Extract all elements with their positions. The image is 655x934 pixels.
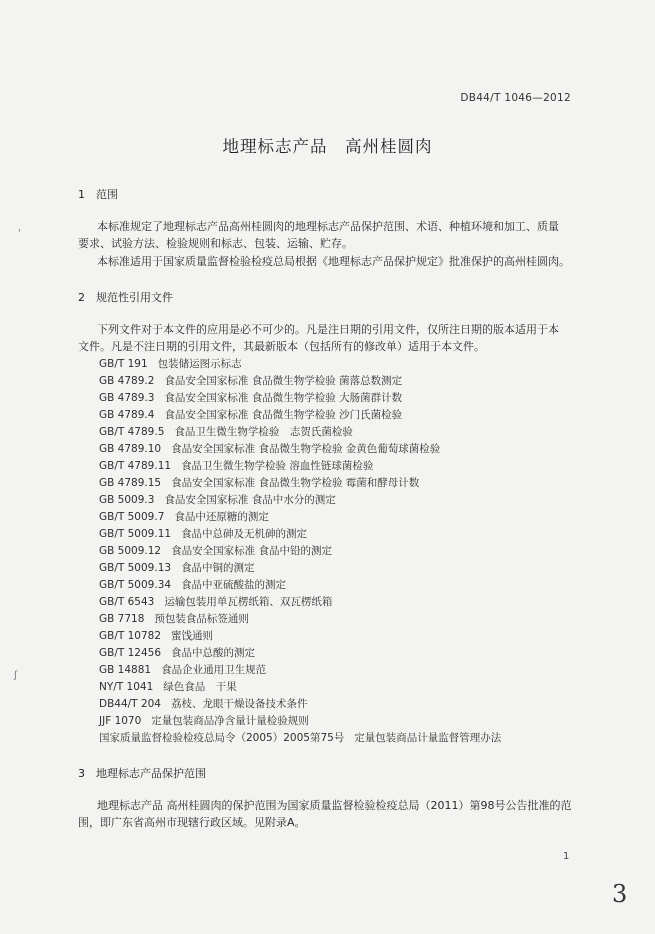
reference-code: GB 7718 [99,613,145,625]
reference-code: GB/T 4789.5 [99,426,165,438]
reference-code: GB/T 10782 [99,630,162,642]
reference-code: GB/T 5009.34 [99,579,172,591]
reference-item [99,713,309,728]
reference-code: 国家质量监督检验检疫总局令（2005）2005第75号 [99,732,345,744]
reference-item [99,492,336,507]
reference-code: GB 14881 [99,664,152,676]
paragraph-line: 文件。凡是不注日期的引用文件，其最新版本（包括所有的修改单）适用于本文件。 [78,340,485,353]
reference-code: GB 4789.3 [99,392,155,404]
section-2-heading [78,289,173,305]
section-3-heading [78,765,206,781]
reference-item [99,679,237,694]
paragraph-line: 围，即广东省高州市现辖行政区域。见附录A。 [78,816,306,829]
reference-title: 绿色食品 干果 [163,681,237,693]
reference-title: 食品企业通用卫生规范 [161,664,267,676]
corner-page-number: 3 [612,880,628,908]
reference-code: GB/T 6543 [99,596,155,608]
reference-code: GB 4789.4 [99,409,155,421]
reference-item [99,645,255,660]
reference-item [99,577,286,592]
reference-item [99,356,242,371]
reference-title: 食品安全国家标准 食品中铅的测定 [171,545,332,557]
reference-title: 预包装食品标签通则 [154,613,249,625]
reference-title: 运输包装用单瓦楞纸箱、双瓦楞纸箱 [164,596,333,608]
reference-item [99,730,501,745]
reference-title: 定量包装商品净含量计量检验规则 [151,715,309,727]
scan-mark: ' [18,228,21,239]
reference-item [99,662,266,677]
reference-code: GB 5009.12 [99,545,162,557]
reference-code: GB/T 12456 [99,647,162,659]
reference-item [99,526,307,541]
paragraph-line: 本标准适用于国家质量监督检验检疫总局根据《地理标志产品保护规定》批准保护的高州桂圆肉。 [97,255,570,268]
reference-item [99,696,307,711]
reference-code: GB/T 4789.11 [99,460,172,472]
reference-code: GB 4789.15 [99,477,162,489]
section-1-heading [78,186,118,202]
reference-item [99,373,402,388]
reference-item [99,509,269,524]
reference-code: NY/T 1041 [99,681,154,693]
page-number: 1 [563,851,570,862]
section-number: 2 [78,291,85,304]
reference-item [99,458,373,473]
paragraph-line: 地理标志产品 高州桂圆肉的保护范围为国家质量监督检验检疫总局（2011）第98号公告批准的范 [97,799,572,812]
reference-title: 食品安全国家标准 食品微生物学检验 金黄色葡萄球菌检验 [171,443,441,455]
reference-item [99,424,353,439]
reference-code: JJF 1070 [99,715,142,727]
paragraph-line: 下列文件对于本文件的应用是必不可少的。凡是注日期的引用文件，仅所注日期的版本适用于本 [97,323,559,336]
document-title: 地理标志产品 高州桂圆肉 [222,137,433,156]
reference-title: 荔枝、龙眼干燥设备技术条件 [170,698,308,710]
reference-title: 食品中铜的测定 [181,562,255,574]
reference-title: 食品安全国家标准 食品中水分的测定 [164,494,336,506]
reference-code: GB/T 5009.7 [99,511,165,523]
reference-title: 蜜饯通则 [171,630,214,642]
reference-item [99,390,402,405]
reference-code: GB/T 191 [99,358,148,370]
standard-code: DB44/T 1046—2012 [460,92,571,104]
reference-code: GB 4789.2 [99,375,155,387]
reference-title: 食品中亚硫酸盐的测定 [181,579,287,591]
reference-item [99,560,255,575]
reference-title: 食品安全国家标准 食品微生物学检验 沙门氏菌检验 [164,409,403,421]
reference-code: GB 4789.10 [99,443,162,455]
reference-title: 食品安全国家标准 食品微生物学检验 霉菌和酵母计数 [171,477,420,489]
reference-code: GB/T 5009.13 [99,562,172,574]
section-number: 3 [78,767,85,780]
reference-title: 食品中总砷及无机砷的测定 [181,528,308,540]
reference-item [99,475,419,490]
reference-code: GB 5009.3 [99,494,155,506]
reference-item [99,594,332,609]
paragraph-line: 本标准规定了地理标志产品高州桂圆肉的地理标志产品保护范围、术语、种植环境和加工、质量 [97,220,559,233]
paragraph-line: 要求、试验方法、检验规则和标志、包装、运输、贮存。 [78,237,353,250]
reference-item [99,628,213,643]
reference-title: 定量包装商品计量监督管理办法 [354,732,502,744]
reference-item [99,441,440,456]
reference-code: DB44/T 204 [99,698,161,710]
reference-title: 食品中总酸的测定 [171,647,256,659]
reference-title: 食品安全国家标准 食品微生物学检验 菌落总数测定 [164,375,403,387]
reference-title: 食品安全国家标准 食品微生物学检验 大肠菌群计数 [164,392,403,404]
reference-item [99,543,332,558]
reference-item [99,407,402,422]
reference-title: 食品卫生微生物学检验 志贺氏菌检验 [174,426,353,438]
reference-title: 包装储运图示标志 [157,358,242,370]
reference-title: 食品中还原糖的测定 [174,511,269,523]
reference-code: GB/T 5009.11 [99,528,172,540]
section-title: 规范性引用文件 [96,291,173,304]
reference-title: 食品卫生微生物学检验 溶血性链球菌检验 [181,460,374,472]
section-title: 范围 [96,188,118,201]
scan-mark: ʃ [14,670,18,681]
reference-item [99,611,249,626]
section-title: 地理标志产品保护范围 [96,767,206,780]
section-number: 1 [78,188,85,201]
